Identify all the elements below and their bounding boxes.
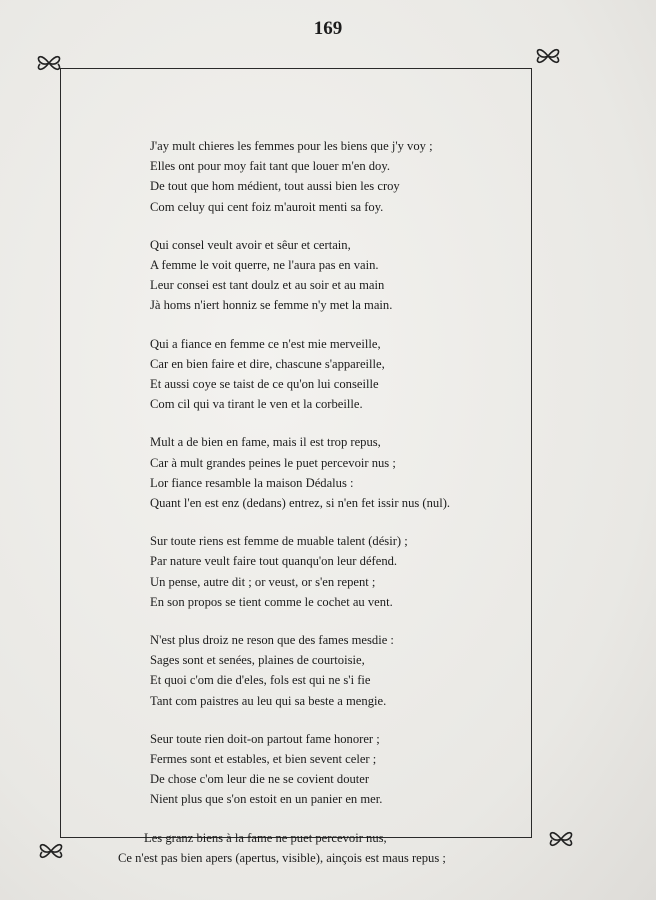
stanza (150, 729, 490, 810)
corner-ornament-icon (34, 50, 64, 76)
verse-line: Par nature veult faire tout quanqu'on leur défend. (150, 554, 398, 569)
verse-line: Com cil qui va tirant le ven et la corbeille. (150, 397, 363, 412)
verse-line: Et quoi c'om die d'eles, fols est qui ne s'i fie (150, 673, 371, 688)
verse-line: Les granz biens à la fame ne puet percevoir nus, (144, 830, 387, 845)
verse-line: Seur toute rien doit-on partout fame honorer ; (150, 731, 380, 746)
verse-line: Quant l'en est enz (dedans) entrez, si n'en fet issir nus (nul). (150, 496, 451, 511)
verse-line: Car en bien faire et dire, chascune s'appareille, (150, 356, 385, 371)
verse-line: Fermes sont et estables, et bien sevent celer ; (150, 752, 377, 767)
verse-line: Mult a de bien en fame, mais il est trop repus, (150, 435, 381, 450)
verse-line: Et aussi coye se taist de ce qu'on lui conseille (150, 377, 379, 392)
verse-line: Leur consei est tant doulz et au soir et au main (150, 278, 385, 293)
stanza (150, 235, 490, 316)
stanza (118, 828, 490, 868)
stanza (150, 630, 490, 711)
corner-ornament-icon (546, 826, 576, 852)
verse-line: Tant com paistres au leu qui sa beste a mengie. (150, 693, 387, 708)
verse-line: Com celuy qui cent foiz m'auroit menti sa foy. (150, 199, 384, 214)
verse-line: Ce n'est pas bien apers (apertus, visible), ainçois est maus repus ; (118, 850, 446, 865)
stanza (150, 432, 490, 513)
verse-line: J'ay mult chieres les femmes pour les biens que j'y voy ; (150, 139, 433, 153)
stanza (150, 136, 490, 217)
verse-line: Qui consel veult avoir et sêur et certain, (150, 237, 351, 252)
verse-line: Sur toute riens est femme de muable talent (désir) ; (150, 534, 408, 549)
verse-line: Un pense, autre dit ; or veust, or s'en repent ; (150, 574, 376, 589)
verse-line: Nient plus que s'on estoit en un panier en mer. (150, 792, 383, 807)
corner-ornament-icon (36, 838, 66, 864)
corner-ornament-icon (533, 43, 563, 69)
verse-line: Jà homs n'iert honniz se femme n'y met la main. (150, 298, 393, 313)
poem-text (118, 136, 490, 868)
verse-line: A femme le voit querre, ne l'aura pas en vain. (150, 258, 379, 273)
verse-line: De tout que hom médient, tout aussi bien les croy (150, 179, 400, 194)
verse-line: Qui a fiance en femme ce n'est mie merveille, (150, 336, 381, 351)
page-number: 169 (313, 18, 343, 39)
stanza (150, 531, 490, 612)
verse-line: En son propos se tient comme le cochet au vent. (150, 594, 393, 609)
stanza (150, 334, 490, 415)
verse-line: Lor fiance resamble la maison Dédalus : (150, 475, 354, 490)
verse-line: N'est plus droiz ne reson que des fames mesdie : (150, 633, 394, 648)
verse-line: De chose c'om leur die ne se covient douter (150, 772, 370, 787)
verse-line: Sages sont et senées, plaines de courtoisie, (150, 653, 365, 668)
verse-line: Elles ont pour moy fait tant que louer m'en doy. (150, 159, 390, 174)
verse-line: Car à mult grandes peines le puet percevoir nus ; (150, 455, 396, 470)
